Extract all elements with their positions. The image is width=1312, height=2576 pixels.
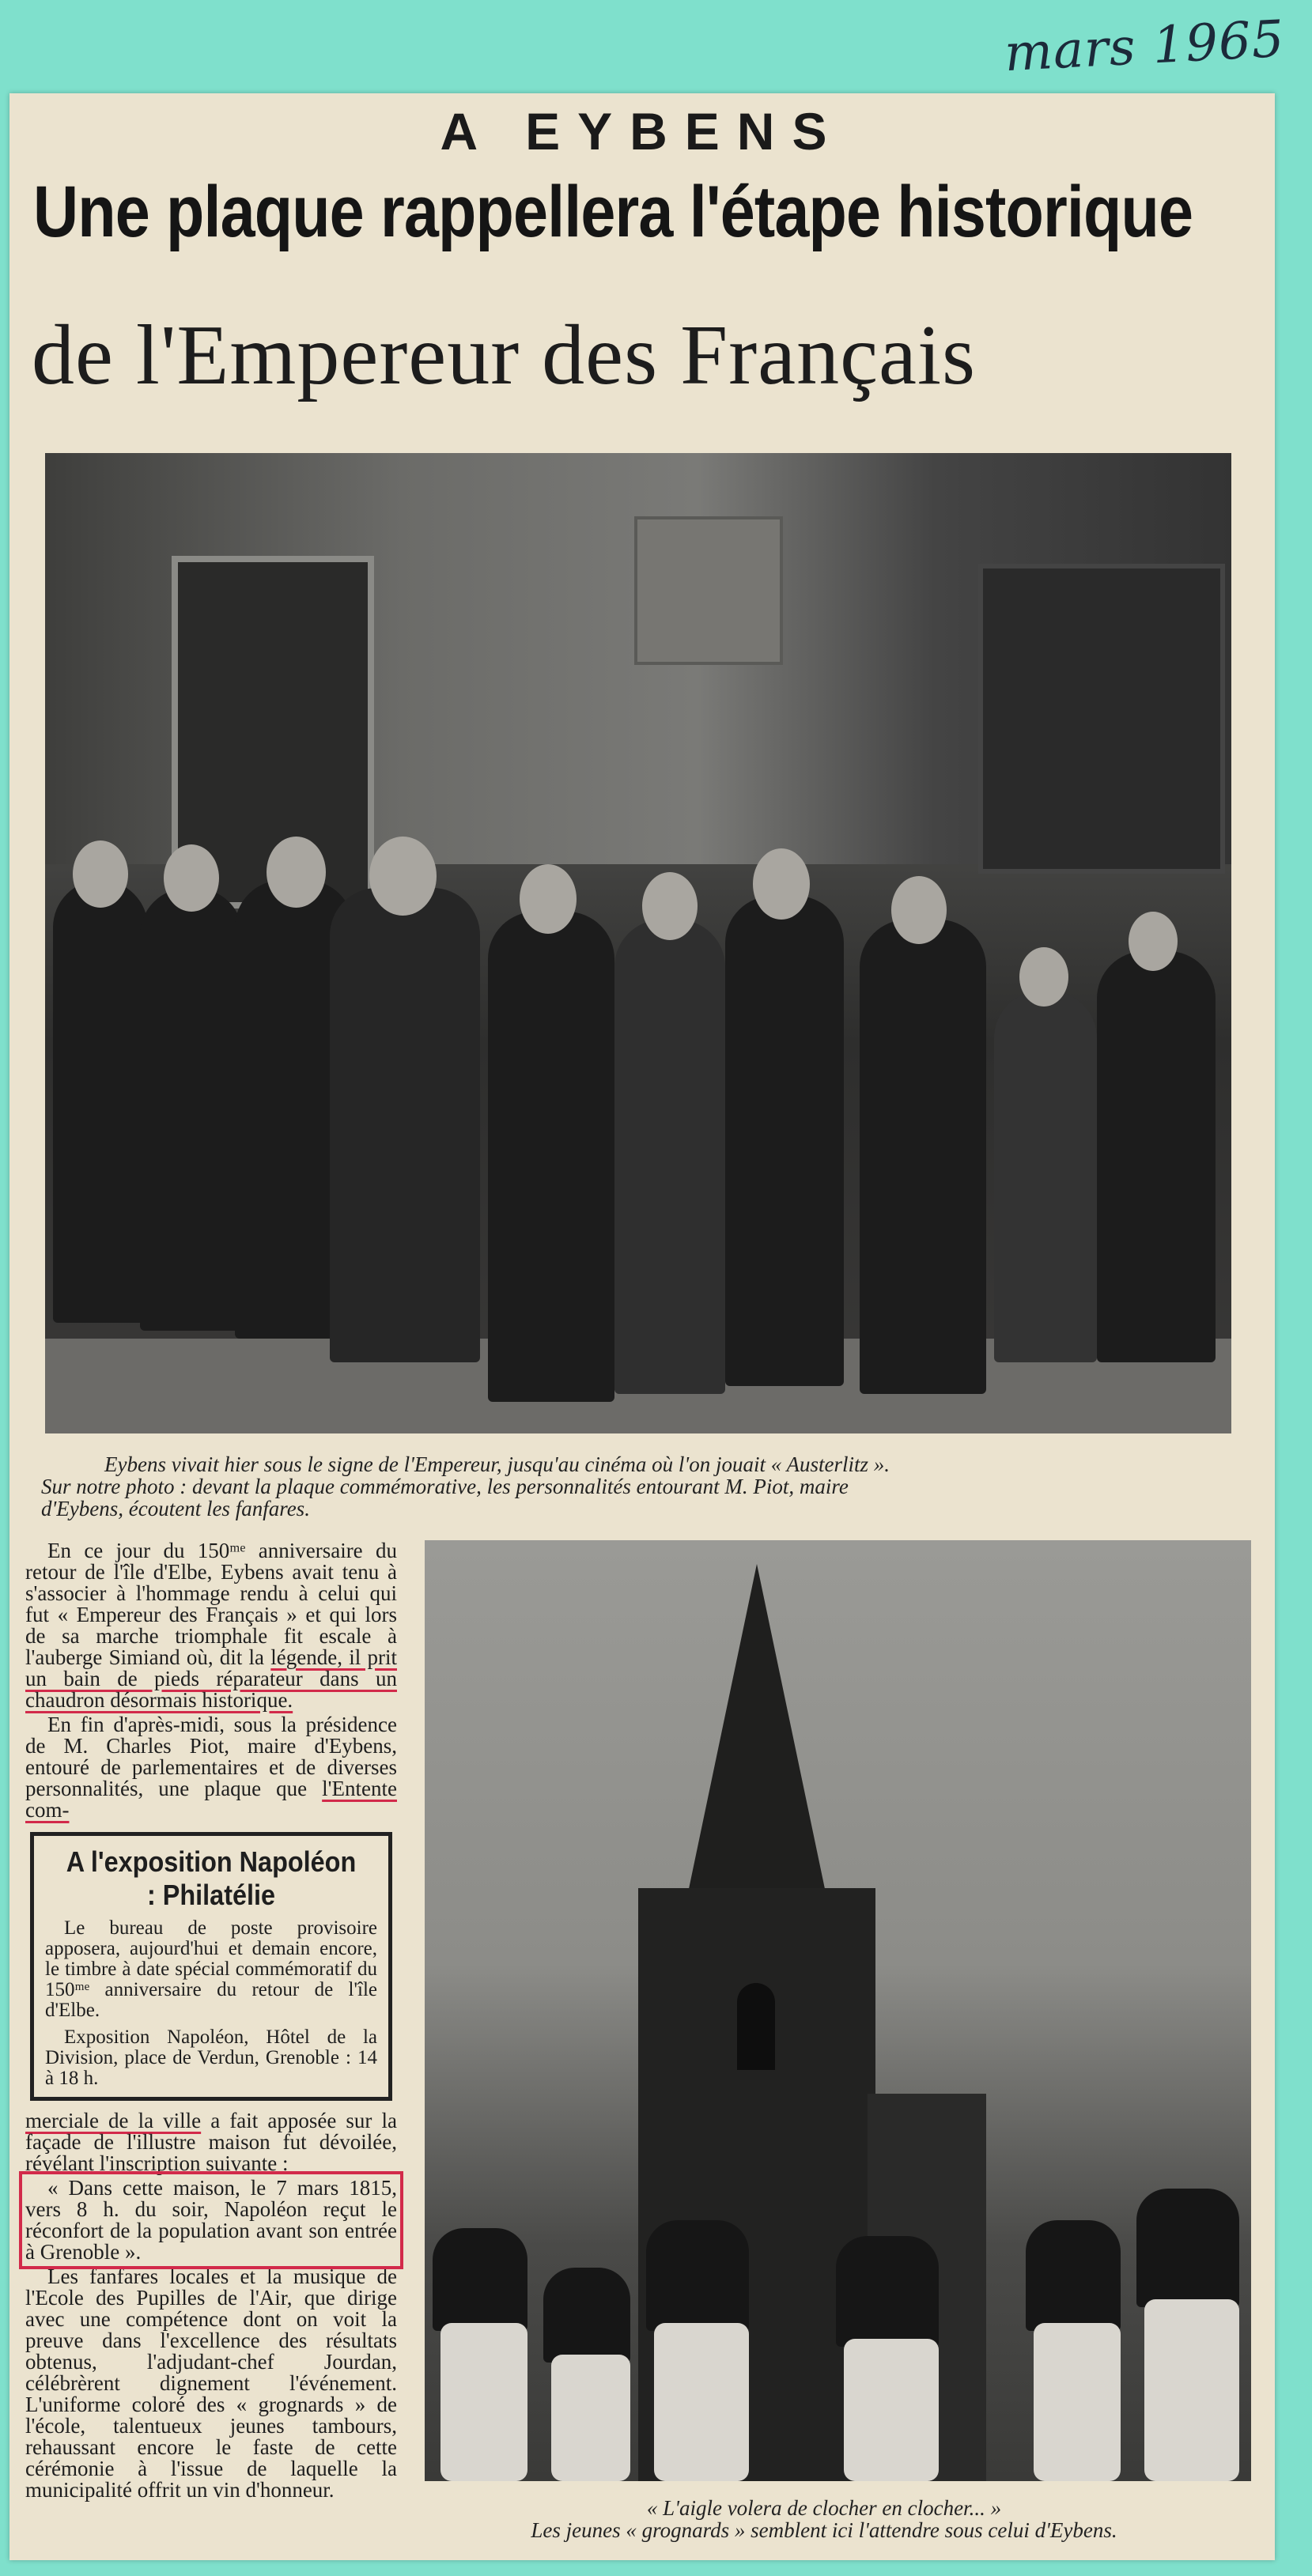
body-paragraph: En ce jour du 150ᵐᵉ anniversaire du retour de l'île d'Elbe, Eybens avait tenu à s'associer à l'hommage rendu à celui qui fut « Empereur des Français » et qui lors de sa marche triomphale fit escale à l'auberge Simiand où, dit la légende, il prit un bain de pieds réparateur dans un chaudron désormais historique. bbox=[25, 1539, 397, 1712]
photo1-caption bbox=[41, 1453, 1243, 1520]
photo2-caption bbox=[389, 2497, 1259, 2541]
caption-line: Les jeunes « grognards » semblent ici l'attendre sous celui d'Eybens. bbox=[531, 2518, 1117, 2542]
photo-ceremony bbox=[45, 453, 1231, 1433]
body-paragraph: En fin d'après-midi, sous la présidence de M. Charles Piot, maire d'Eybens, entouré de parlementaires et de diverses personnalités, une plaque que l'Entente com- bbox=[25, 1713, 397, 1822]
plaque-image bbox=[634, 516, 783, 665]
headline-line1: Une plaque rappellera l'étape historique bbox=[33, 172, 1193, 252]
headline-line2: de l'Empereur des Français bbox=[32, 308, 977, 402]
exhibition-box bbox=[30, 1832, 392, 2101]
article-body bbox=[25, 1540, 397, 2504]
plaque-inscription: « Dans cette maison, le 7 mars 1815, vers 8 h. du soir, Napoléon reçut le réconfort de la population avant son entrée à Grenoble ». bbox=[25, 2176, 397, 2264]
caption-line: Sur notre photo : devant la plaque commémorative, les personnalités entourant M. Piot, maire bbox=[41, 1475, 849, 1498]
body-paragraph: Les fanfares locales et la musique de l'Ecole des Pupilles de l'Air, que dirige avec une compétence dont on voit la preuve dans l'excellence des résultats obtenus, l'adjudant-chef Jourdan, célébrèrent dignement l'événement. L'uniforme coloré des « grognards » de l'école, talentueux jeunes tambours, rehaussant encore le faste de cette cérémonie à l'issue de laquelle la municipalité offrit un vin d'honneur. bbox=[25, 2264, 397, 2502]
caption-line: d'Eybens, écoutent les fanfares. bbox=[41, 1497, 310, 1520]
newspaper-clipping bbox=[9, 93, 1275, 2560]
kicker: A EYBENS bbox=[440, 102, 845, 161]
caption-line: « L'aigle volera de clocher en clocher... » bbox=[646, 2496, 1002, 2520]
box-title: A l'exposition Napoléon : Philatélie bbox=[66, 1845, 357, 1911]
photo-church-grognards bbox=[425, 1540, 1251, 2481]
box-paragraph: Exposition Napoléon, Hôtel de la Division, place de Verdun, Grenoble : 14 à 18 h. bbox=[45, 2026, 377, 2089]
body-paragraph: merciale de la ville a fait apposée sur la façade de l'illustre maison fut dévoilée, révélant l'inscription suivante : bbox=[25, 2109, 398, 2175]
handwritten-date: mars 1965 bbox=[1003, 9, 1287, 84]
box-paragraph: Le bureau de poste provisoire apposera, aujourd'hui et demain encore, le timbre à date spécial commémoratif du 150ᵐᵉ anniversaire du retour de l'île d'Elbe. bbox=[45, 1917, 377, 2021]
caption-line: Eybens vivait hier sous le signe de l'Empereur, jusqu'au cinéma où l'on jouait « Austerlitz ». bbox=[104, 1452, 890, 1476]
